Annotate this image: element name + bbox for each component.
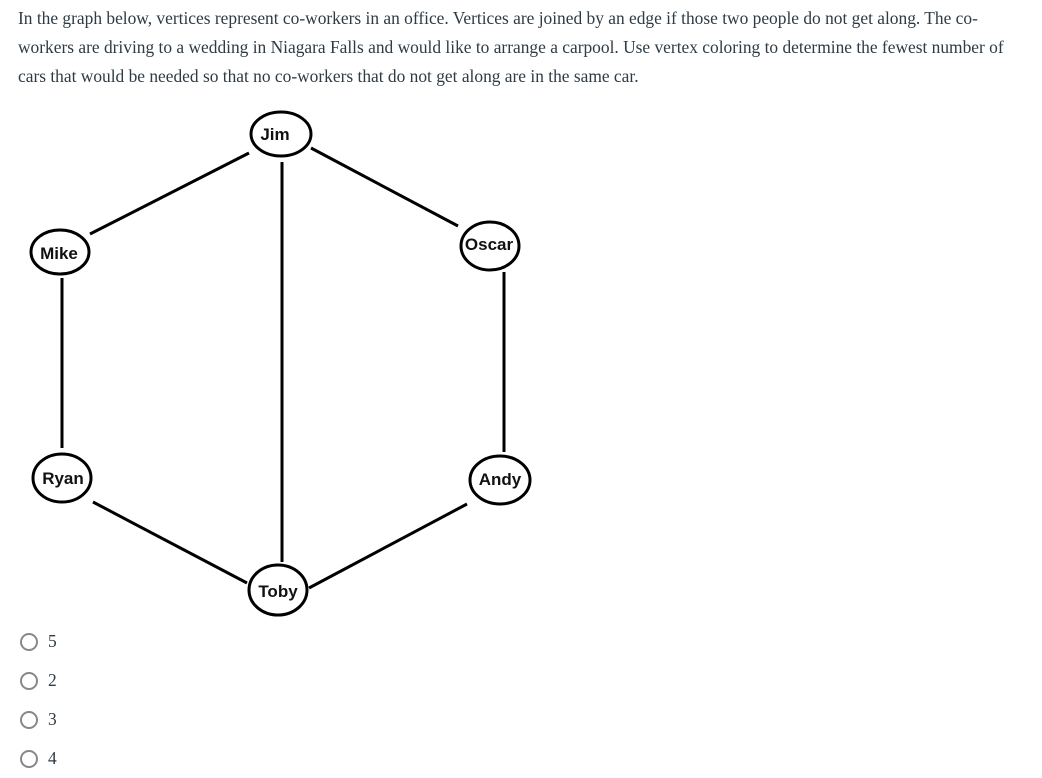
answer-label: 2: [48, 670, 57, 690]
vertex-label-ryan: Ryan: [42, 469, 84, 488]
radio-button[interactable]: [20, 672, 38, 690]
answer-label: 3: [48, 709, 57, 729]
coworker-graph: [0, 100, 560, 620]
edge-jim-mike: [90, 153, 249, 234]
answer-option[interactable]: [20, 739, 57, 778]
answer-label: 4: [48, 748, 57, 768]
vertex-label-andy: Andy: [478, 470, 522, 489]
answer-label: 5: [48, 631, 57, 651]
vertex-label-jim: Jim: [260, 125, 290, 144]
answer-option[interactable]: [20, 622, 57, 661]
radio-button[interactable]: [20, 750, 38, 768]
question-text: In the graph below, vertices represent co-workers in an office. Vertices are joined by an edge if those two people do not get along. The co-workers are driving to a wedding in Niagara Falls and would like to arrange a carpool. Use vertex coloring to determine the fewest number of cars that would be needed so that no co-workers that do not get along are in the same car.: [18, 8, 1004, 86]
vertex-label-mike: Mike: [40, 244, 78, 263]
answer-option[interactable]: [20, 700, 57, 739]
answer-options: [20, 622, 57, 778]
answer-option[interactable]: [20, 661, 57, 700]
radio-button[interactable]: [20, 711, 38, 729]
edge-toby-andy: [309, 504, 467, 588]
radio-button[interactable]: [20, 633, 38, 651]
vertex-label-toby: Toby: [258, 582, 298, 601]
edge-jim-oscar: [311, 148, 458, 226]
vertex-label-oscar: Oscar: [464, 235, 514, 254]
edge-ryan-toby: [93, 502, 247, 583]
